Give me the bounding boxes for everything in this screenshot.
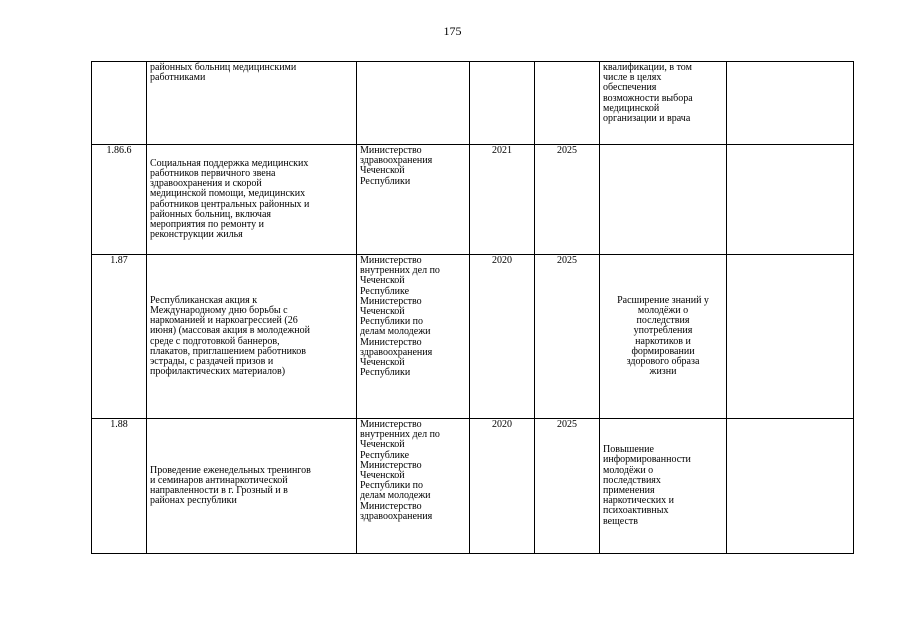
end-year-cell: 2025 [535,255,600,419]
description-cell: районных больниц медицинскими работниками [147,62,357,145]
note-cell [727,419,854,554]
result-cell [600,145,727,255]
start-year-cell: 2020 [470,419,535,554]
start-year-cell: 2021 [470,145,535,255]
result-cell: Расширение знаний у молодёжи о последствия употребления наркотиков и формировании здорового образа жизни [600,255,727,419]
start-year-cell: 2020 [470,255,535,419]
result-cell: Повышение информированности молодёжи о последствиях применения наркотических и психоактивных веществ [600,419,727,554]
executor-cell [357,62,470,145]
description-cell: Республиканская акция к Международному дню борьбы с наркоманией и наркоагрессией (26 июня) (массовая акция в молодежной среде с подготовкой баннеров, плакатов, приглашением работников эстрады, с раздачей призов и профилактических материалов) [147,255,357,419]
table-row [92,62,854,145]
executor-cell: Министерство внутренних дел по Чеченской Республике Министерство Чеченской Республики по делам молодежи Министерство здравоохранения Чеченской Республики [357,255,470,419]
end-year-cell: 2025 [535,419,600,554]
table-row [92,419,854,554]
result-cell: квалификации, в том числе в целях обеспечения возможности выбора медицинской организации и врача [600,62,727,145]
row-number-cell: 1.86.6 [92,145,147,255]
description-cell: Социальная поддержка медицинских работников первичного звена здравоохранения и скорой медицинской помощи, медицинских работников центральных районных и районных больниц, включая мероприятия по ремонту и реконструкции жилья [147,145,357,255]
table-row [92,145,854,255]
executor-cell: Министерство здравоохранения Чеченской Республики [357,145,470,255]
row-number-cell: 1.88 [92,419,147,554]
end-year-cell: 2025 [535,145,600,255]
row-number-cell [92,62,147,145]
page-number: 175 [443,24,462,38]
note-cell [727,145,854,255]
table-row [92,255,854,419]
executor-cell: Министерство внутренних дел по Чеченской Республике Министерство Чеченской Республики по делам молодежи Министерство здравоохранения [357,419,470,554]
note-cell [727,62,854,145]
document-table [91,61,854,554]
end-year-cell [535,62,600,145]
start-year-cell [470,62,535,145]
note-cell [727,255,854,419]
row-number-cell: 1.87 [92,255,147,419]
description-cell: Проведение еженедельных тренингов и семинаров антинаркотической направленности в г. Грозный и в районах республики [147,419,357,554]
